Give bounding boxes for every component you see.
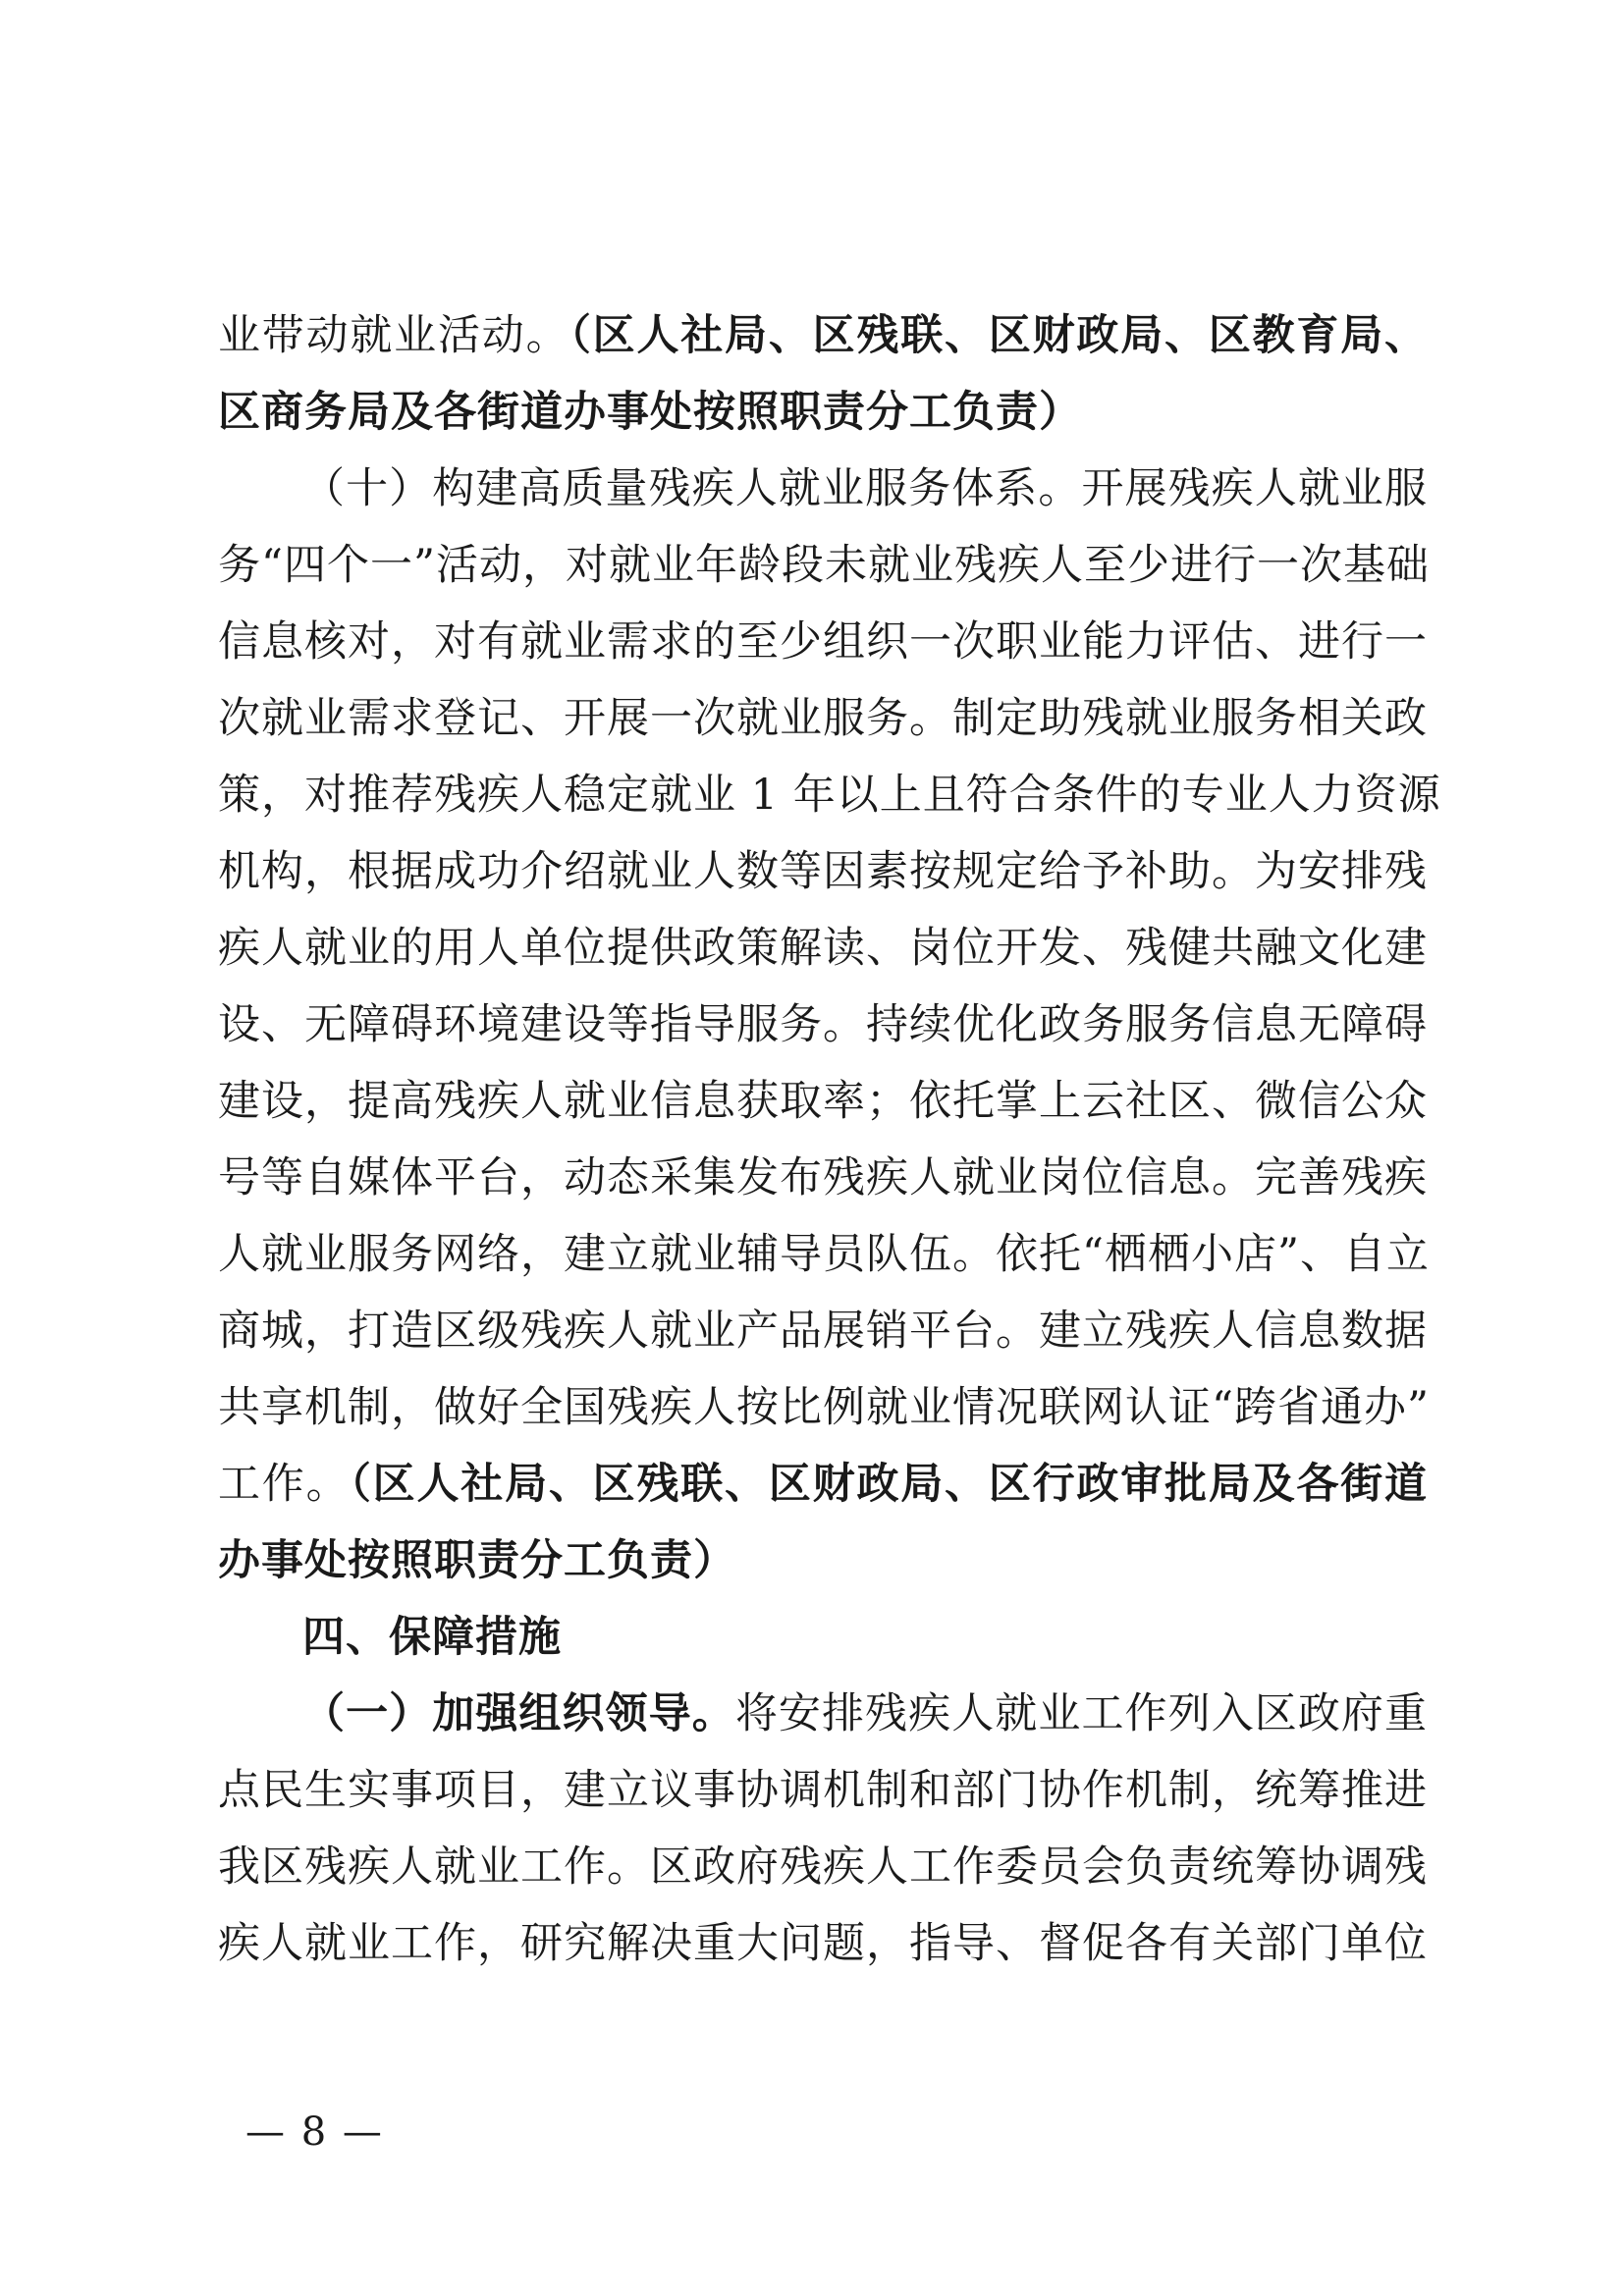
document-body bbox=[218, 297, 1441, 1982]
plain-text: 建设，提高残疾人就业信息获取率；依托掌上云社区、微信公众 bbox=[218, 1077, 1428, 1126]
text-line bbox=[218, 1829, 1428, 1905]
plain-text: 号等自媒体平台，动态采集发布残疾人就业岗位信息。完善残疾 bbox=[218, 1153, 1428, 1202]
text-line bbox=[218, 1446, 1428, 1522]
chapter-heading-line bbox=[218, 1599, 1428, 1676]
text-line bbox=[218, 527, 1428, 604]
plain-text: 设、无障碍环境建设等指导服务。持续优化政务服务信息无障碍 bbox=[218, 1000, 1428, 1049]
responsible-units: （区人社局、区残联、区财政局、区教育局、 bbox=[569, 311, 1429, 360]
text-line bbox=[218, 757, 1441, 833]
plain-text: 点民生实事项目，建立议事协调机制和部门协作机制，统筹推进 bbox=[218, 1766, 1428, 1815]
plain-text: 信息核对，对有就业需求的至少组织一次职业能力评估、进行一 bbox=[218, 617, 1428, 667]
text-line bbox=[218, 1140, 1428, 1216]
plain-text: 共享机制，做好全国残疾人按比例就业情况联网认证“跨省通办” bbox=[218, 1383, 1430, 1432]
plain-text: 务“四个一”活动，对就业年龄段未就业残疾人至少进行一次基础 bbox=[218, 541, 1430, 590]
section-heading: （十）构建高质量残疾人就业服务体系。开展残疾人就业服 bbox=[302, 464, 1428, 513]
text-line bbox=[218, 910, 1428, 987]
text-line bbox=[218, 680, 1428, 757]
plain-text: 疾人就业工作，研究解决重大问题，指导、督促各有关部门单位 bbox=[218, 1919, 1428, 1968]
text-line bbox=[218, 297, 1428, 374]
plain-text: 次就业需求登记、开展一次就业服务。制定助残就业服务相关政 bbox=[218, 694, 1428, 743]
text-line bbox=[218, 1905, 1428, 1982]
section-heading-line bbox=[218, 451, 1428, 527]
section-heading: （一）加强组织领导。 bbox=[302, 1689, 735, 1738]
text-line bbox=[218, 987, 1428, 1063]
plain-text: 人就业服务网络，建立就业辅导员队伍。依托“栖栖小店”、自立 bbox=[218, 1230, 1430, 1279]
text-line bbox=[218, 604, 1428, 680]
text-line bbox=[218, 833, 1428, 910]
text-line bbox=[218, 1063, 1428, 1140]
plain-text: 我区残疾人就业工作。区政府残疾人工作委员会负责统筹协调残 bbox=[218, 1842, 1428, 1892]
responsible-units: 办事处按照职责分工负责） bbox=[218, 1536, 736, 1585]
plain-text: 业带动就业活动。 bbox=[218, 311, 570, 360]
text-line bbox=[218, 374, 1428, 451]
responsible-units: 区商务局及各街道办事处按照职责分工负责） bbox=[218, 388, 1082, 437]
text-line bbox=[218, 1369, 1428, 1446]
page-number: — 8 — bbox=[245, 2109, 384, 2155]
text-line bbox=[218, 1522, 1428, 1599]
chapter-heading: 四、保障措施 bbox=[302, 1613, 562, 1662]
plain-text: 工作。 bbox=[218, 1460, 351, 1509]
plain-text: 疾人就业的用人单位提供政策解读、岗位开发、残健共融文化建 bbox=[218, 924, 1428, 973]
section-heading-line bbox=[218, 1676, 1428, 1752]
plain-text: 机构，根据成功介绍就业人数等因素按规定给予补助。为安排残 bbox=[218, 847, 1428, 896]
plain-text: 商城，打造区级残疾人就业产品展销平台。建立残疾人信息数据 bbox=[218, 1307, 1428, 1356]
responsible-units: （区人社局、区残联、区财政局、区行政审批局及各街道 bbox=[350, 1460, 1429, 1509]
text-line bbox=[218, 1216, 1428, 1293]
plain-text: 将安排残疾人就业工作列入区政府重 bbox=[734, 1689, 1429, 1738]
text-line bbox=[218, 1293, 1428, 1369]
text-line bbox=[218, 1752, 1428, 1829]
plain-text: 策，对推荐残疾人稳定就业 1 年以上且符合条件的专业人力资源 bbox=[218, 771, 1441, 820]
